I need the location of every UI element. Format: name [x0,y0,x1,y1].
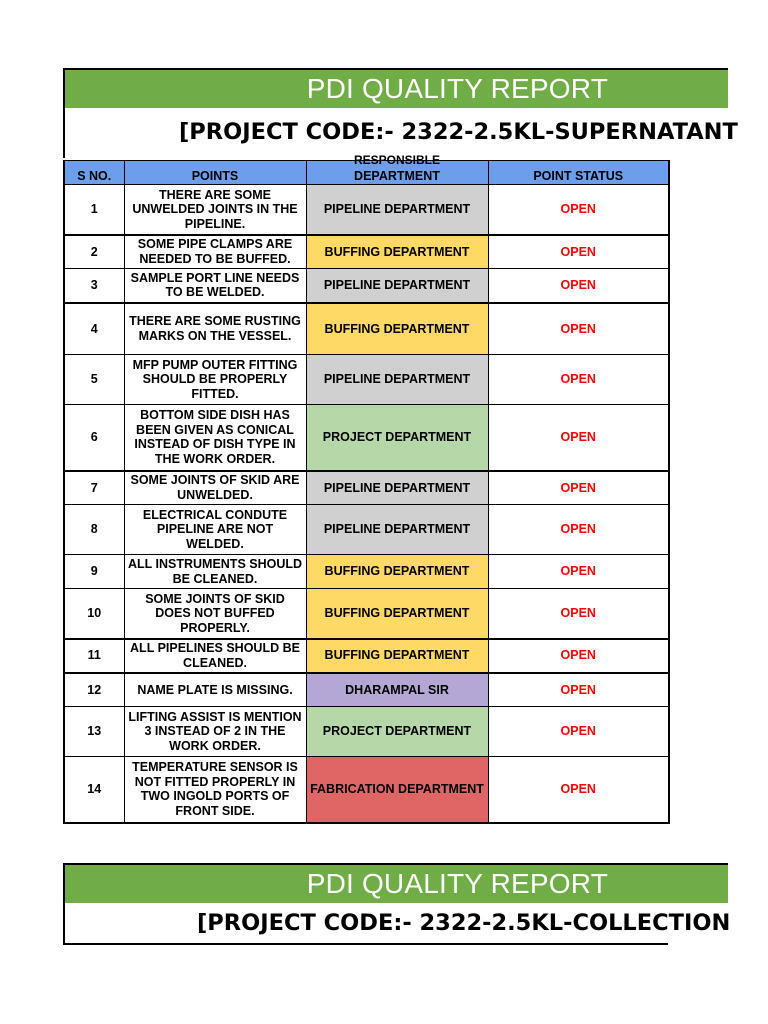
table-row [64,269,669,303]
row-point: SAMPLE PORT LINE NEEDS TO BE WELDED. [124,269,306,303]
row-point: THERE ARE SOME UNWELDED JOINTS IN THE PIPELINE. [124,185,306,235]
report-1-header [63,68,738,158]
row-status: OPEN [488,505,669,555]
row-point: LIFTING ASSIST IS MENTION 3 INSTEAD OF 2 IN THE WORK ORDER. [124,707,306,757]
project-code-2: [PROJECT CODE:- 2322-2.5KL-COLLECTION [197,910,731,936]
row-department: PROJECT DEPARTMENT [306,707,488,757]
row-sno: 14 [64,757,124,823]
table-row [64,355,669,405]
row-status: OPEN [488,757,669,823]
row-department: BUFFING DEPARTMENT [306,589,488,639]
row-point: BOTTOM SIDE DISH HAS BEEN GIVEN AS CONICAL INSTEAD OF DISH TYPE IN THE WORK ORDER. [124,405,306,471]
row-point: THERE ARE SOME RUSTING MARKS ON THE VESSEL. [124,303,306,355]
table-row [64,639,669,673]
row-department: BUFFING DEPARTMENT [306,235,488,269]
table-row [64,303,669,355]
table-header-row [64,161,669,185]
row-sno: 5 [64,355,124,405]
row-point: ALL PIPELINES SHOULD BE CLEANED. [124,639,306,673]
row-point: TEMPERATURE SENSOR IS NOT FITTED PROPERLY IN TWO INGOLD PORTS OF FRONT SIDE. [124,757,306,823]
row-department: PIPELINE DEPARTMENT [306,269,488,303]
row-point: SOME JOINTS OF SKID DOES NOT BUFFED PROPERLY. [124,589,306,639]
table-row [64,471,669,505]
row-status: OPEN [488,235,669,269]
report-2-title: PDI QUALITY REPORT [306,868,608,899]
row-point: MFP PUMP OUTER FITTING SHOULD BE PROPERLY FITTED. [124,355,306,405]
row-department: BUFFING DEPARTMENT [306,303,488,355]
quality-report-table [63,153,670,824]
row-status: OPEN [488,471,669,505]
row-sno: 7 [64,471,124,505]
row-status: OPEN [488,405,669,471]
row-sno: 11 [64,639,124,673]
row-department: FABRICATION DEPARTMENT [306,757,488,823]
report-2-header [63,863,731,945]
column-header-points: POINTS [124,161,306,185]
column-header-sno: S NO. [64,161,124,185]
row-sno: 8 [64,505,124,555]
table-row [64,235,669,269]
row-department: PROJECT DEPARTMENT [306,405,488,471]
row-point: SOME JOINTS OF SKID ARE UNWELDED. [124,471,306,505]
row-sno: 12 [64,673,124,707]
table-row [64,673,669,707]
table-row [64,505,669,555]
row-status: OPEN [488,639,669,673]
table-row [64,405,669,471]
row-point: ELECTRICAL CONDUTE PIPELINE ARE NOT WELDED. [124,505,306,555]
row-status: OPEN [488,269,669,303]
row-status: OPEN [488,673,669,707]
row-sno: 9 [64,555,124,589]
row-point: ALL INSTRUMENTS SHOULD BE CLEANED. [124,555,306,589]
table-row [64,555,669,589]
row-status: OPEN [488,303,669,355]
report-2-title-banner [63,863,728,903]
table-row [64,589,669,639]
row-point: NAME PLATE IS MISSING. [124,673,306,707]
project-code-row-2 [63,903,731,945]
row-department: PIPELINE DEPARTMENT [306,355,488,405]
row-department: BUFFING DEPARTMENT [306,555,488,589]
row-status: OPEN [488,185,669,235]
row-department: BUFFING DEPARTMENT [306,639,488,673]
column-header-department [306,153,488,185]
row-department: PIPELINE DEPARTMENT [306,185,488,235]
column-header-department-bottom: DEPARTMENT [354,168,440,183]
project-code: [PROJECT CODE:- 2322-2.5KL-SUPERNATANT [179,119,738,145]
row-sno: 2 [64,235,124,269]
row-status: OPEN [488,589,669,639]
row-status: OPEN [488,707,669,757]
row-department: PIPELINE DEPARTMENT [306,471,488,505]
row-sno: 4 [64,303,124,355]
row-department: PIPELINE DEPARTMENT [306,505,488,555]
column-header-status: POINT STATUS [488,161,669,185]
table-row [64,185,669,235]
project-code-row [63,108,738,158]
row-status: OPEN [488,555,669,589]
row-point: SOME PIPE CLAMPS ARE NEEDED TO BE BUFFED. [124,235,306,269]
table-row [64,707,669,757]
row-sno: 13 [64,707,124,757]
row-sno: 6 [64,405,124,471]
row-department: DHARAMPAL SIR [306,673,488,707]
report-title-banner [63,68,728,108]
row-status: OPEN [488,355,669,405]
row-sno: 10 [64,589,124,639]
report-title: PDI QUALITY REPORT [306,73,608,104]
row-sno: 1 [64,185,124,235]
row-sno: 3 [64,269,124,303]
column-header-department-top: RESPONSIBLE [353,153,440,167]
table-row [64,757,669,823]
